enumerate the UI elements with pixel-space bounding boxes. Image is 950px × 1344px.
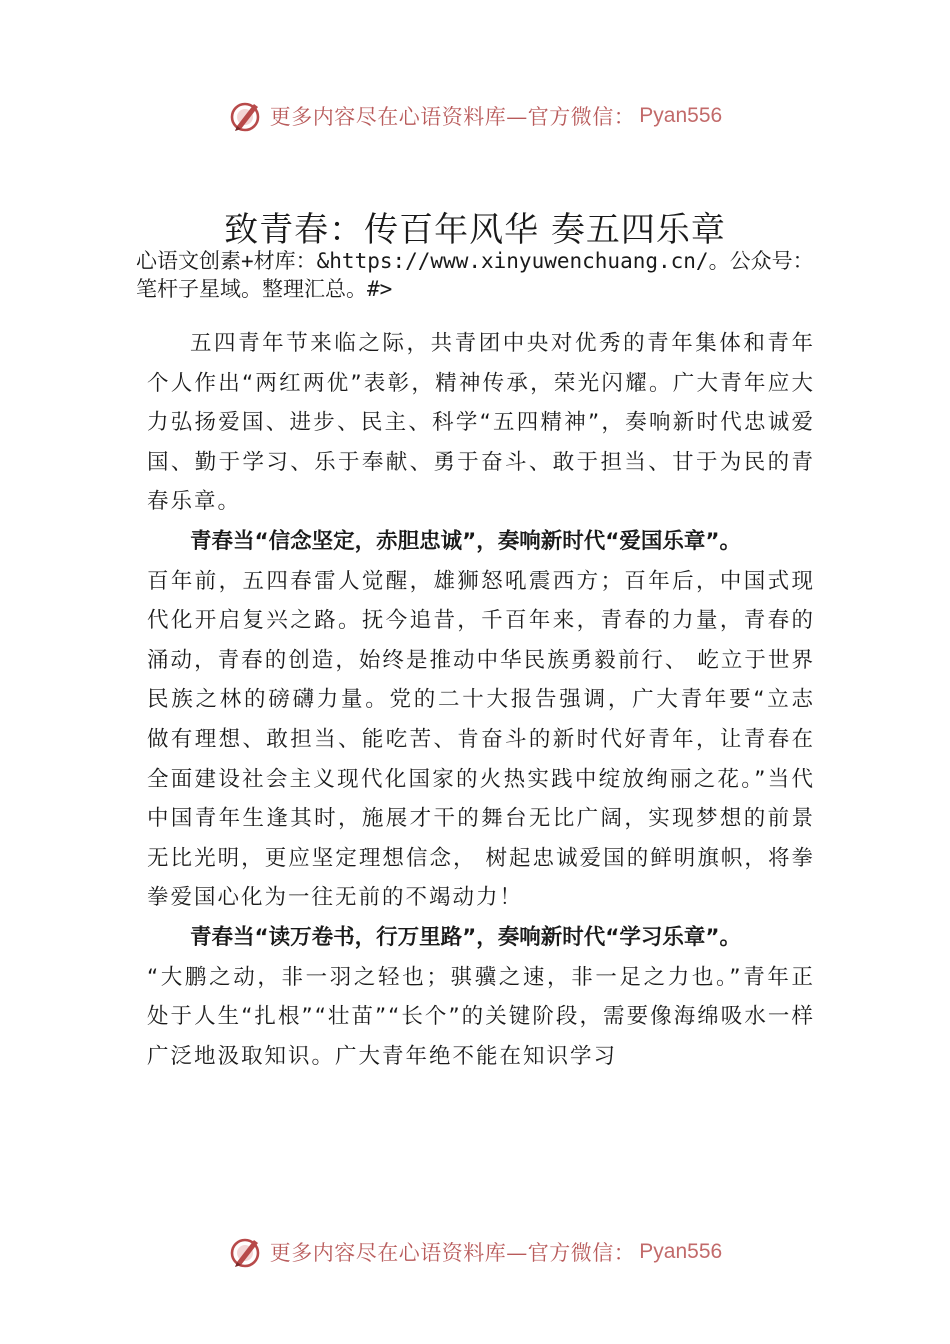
body-paragraph: 百年前，五四春雷人觉醒，雄狮怒吼震西方；百年后，中国式现代化开启复兴之路。抚今追昔，千百年来，青春的力量，青春的涌动，青春的创造，始终是推动中华民族勇毅前行、 屹立于世界民族之林的磅礴力量。党的二十大报告强调，广大青年要“立志做有理想、敢担当、能吃苦、肯奋斗的新时代好青年，让青春在全面建设社会主义现代化国家的火热实践中绽放绚丽之花。”当代中国青年生逢其时，施展才干的舞台无比广阔，实现梦想的前景无比光明，更应坚定理想信念， 树起忠诚爱国的鲜明旗帜，将拳拳爱国心化为一往无前的不竭动力！ <box>147 568 815 911</box>
pen-logo-icon <box>228 98 264 134</box>
body-paragraph: 五四青年节来临之际，共青团中央对优秀的青年集体和青年个人作出“两红两优”表彰，精神传承，荣光闪耀。广大青年应大力弘扬爱国、进步、民主、科学“五四精神”，奏响新时代忠诚爱国、勤于学习、乐于奉献、勇于奋斗、敢于担当、甘于为民的青春乐章。 <box>147 331 815 515</box>
header-banner <box>0 92 950 140</box>
pen-logo-icon <box>228 1234 264 1270</box>
source-note: 心语文创素+材库：&https://www.xinyuwenchuang.cn/。公众号：笔杆子星域。整理汇总。#> <box>136 249 814 301</box>
section-heading: 青春当“信念坚定，赤胆忠诚”，奏响新时代“爱国乐章”。 <box>190 528 742 554</box>
body-paragraph: “大鹏之动，非一羽之轻也；骐骥之速，非一足之力也。”青年正处于人生“扎根”“壮苗”“长个”的关键阶段，需要像海绵吸水一样广泛地汲取知识。广大青年绝不能在知识学习 <box>147 964 815 1069</box>
section-heading: 青春当“读万卷书，行万里路”，奏响新时代“学习乐章”。 <box>190 924 742 950</box>
footer-banner <box>0 1228 950 1276</box>
banner-text: 更多内容尽在心语资料库—官方微信： <box>269 105 636 129</box>
document-body <box>147 324 815 1076</box>
banner-wechat-id: Pyan556 <box>639 104 723 127</box>
document-title: 致青春：传百年风华 奏五四乐章 <box>224 210 726 250</box>
banner-text: 更多内容尽在心语资料库—官方微信： <box>269 1241 636 1265</box>
banner-wechat-id: Pyan556 <box>639 1240 723 1263</box>
